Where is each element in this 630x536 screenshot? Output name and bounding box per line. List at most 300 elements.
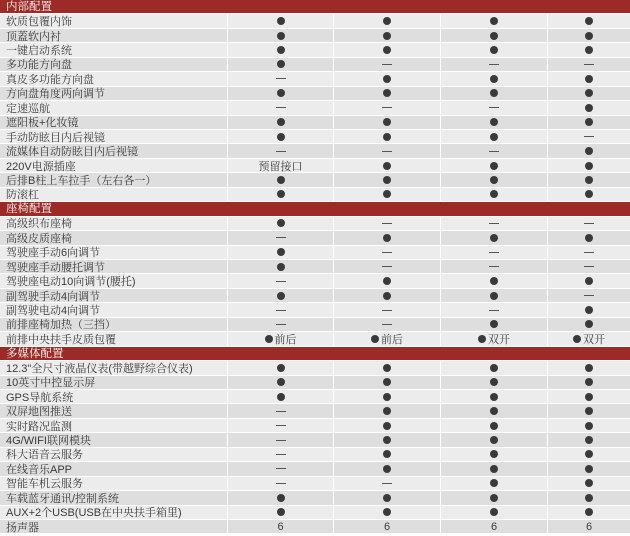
section-title: 内部配置 — [6, 1, 52, 13]
standard-dot-icon — [585, 190, 593, 198]
trim-value-cell — [228, 289, 334, 302]
feature-name: 防滚杠 — [0, 188, 228, 201]
trim-value-cell — [441, 116, 548, 129]
trim-value-cell — [334, 361, 441, 374]
table-row — [0, 274, 630, 288]
feature-name: GPS导航系统 — [0, 390, 228, 403]
trim-value-cell — [334, 448, 441, 461]
not-available-dash-icon — [489, 151, 499, 152]
value-text: 6 — [383, 520, 391, 533]
standard-dot-icon — [490, 118, 498, 126]
table-row — [0, 246, 630, 260]
not-available-dash-icon — [276, 425, 286, 426]
standard-dot-icon — [490, 436, 498, 444]
trim-value-cell — [441, 87, 548, 100]
table-row — [0, 332, 630, 346]
trim-value-cell — [441, 477, 548, 490]
table-row — [0, 361, 630, 375]
standard-dot-icon — [277, 32, 285, 40]
trim-value-cell — [548, 491, 630, 504]
not-available-dash-icon — [489, 252, 499, 253]
standard-dot-icon — [585, 277, 593, 285]
feature-name: 驾驶座手动腰托调节 — [0, 260, 228, 273]
trim-value-cell — [548, 188, 630, 201]
feature-name: 副驾驶电动4向调节 — [0, 303, 228, 316]
trim-value-cell — [334, 188, 441, 201]
not-available-dash-icon — [382, 64, 392, 65]
standard-dot-icon — [383, 32, 391, 40]
standard-dot-icon — [585, 46, 593, 54]
feature-name: 智能车机云服务 — [0, 477, 228, 490]
standard-dot-icon — [585, 176, 593, 184]
table-row — [0, 159, 630, 173]
trim-value-cell — [334, 433, 441, 446]
not-available-dash-icon — [382, 223, 392, 224]
trim-value-cell — [548, 477, 630, 490]
not-available-dash-icon — [276, 151, 286, 152]
standard-dot-icon — [277, 89, 285, 97]
trim-value-cell — [334, 29, 441, 42]
not-available-dash-icon — [382, 151, 392, 152]
table-row — [0, 101, 630, 115]
not-available-dash-icon — [276, 310, 286, 311]
table-row — [0, 217, 630, 231]
not-available-dash-icon — [382, 252, 392, 253]
standard-dot-icon — [490, 75, 498, 83]
standard-dot-icon — [490, 32, 498, 40]
not-available-dash-icon — [489, 310, 499, 311]
standard-dot-icon — [490, 422, 498, 430]
trim-value-cell — [548, 43, 630, 56]
trim-value-cell — [228, 173, 334, 186]
not-available-dash-icon — [584, 223, 594, 224]
standard-dot-icon — [490, 176, 498, 184]
trim-value-cell — [548, 130, 630, 143]
standard-dot-icon — [585, 89, 593, 97]
trim-value-cell — [441, 289, 548, 302]
not-available-dash-icon — [276, 454, 286, 455]
trim-value-cell — [441, 433, 548, 446]
not-available-dash-icon — [489, 223, 499, 224]
trim-value-cell — [548, 376, 630, 389]
trim-value-cell — [548, 87, 630, 100]
standard-dot-icon — [490, 234, 498, 242]
trim-value-cell — [548, 332, 630, 345]
feature-name: 副驾驶手动4向调节 — [0, 289, 228, 302]
standard-dot-icon — [383, 162, 391, 170]
trim-value-cell — [228, 506, 334, 519]
feature-name: 220V电源插座 — [0, 159, 228, 172]
trim-value-cell — [548, 144, 630, 157]
trim-value-cell — [548, 361, 630, 374]
feature-name: 4G/WIFI联网模块 — [0, 433, 228, 446]
standard-dot-icon — [383, 465, 391, 473]
standard-dot-icon — [277, 378, 285, 386]
feature-name: 10英寸中控显示屏 — [0, 376, 228, 389]
standard-dot-icon — [585, 494, 593, 502]
trim-value-cell — [334, 462, 441, 475]
not-available-dash-icon — [382, 266, 392, 267]
feature-name: 软质包覆内饰 — [0, 14, 228, 27]
standard-dot-icon — [585, 393, 593, 401]
trim-value-cell — [228, 101, 334, 114]
standard-dot-icon — [490, 364, 498, 372]
standard-dot-icon — [490, 320, 498, 328]
standard-dot-icon — [383, 450, 391, 458]
not-available-dash-icon — [584, 64, 594, 65]
not-available-dash-icon — [276, 324, 286, 325]
not-available-dash-icon — [276, 411, 286, 412]
trim-value-cell — [548, 462, 630, 475]
table-row — [0, 520, 630, 534]
not-available-dash-icon — [276, 78, 286, 79]
standard-dot-icon — [277, 60, 285, 68]
feature-name: AUX+2个USB(USB在中央扶手箱里) — [0, 506, 228, 519]
feature-name: 实时路况监测 — [0, 419, 228, 432]
trim-value-cell — [334, 43, 441, 56]
standard-dot-icon — [383, 89, 391, 97]
standard-dot-icon — [277, 508, 285, 516]
trim-value-cell — [441, 506, 548, 519]
trim-value-cell — [548, 217, 630, 230]
table-row — [0, 43, 630, 57]
standard-dot-icon — [383, 292, 391, 300]
table-row — [0, 58, 630, 72]
trim-value-cell — [548, 419, 630, 432]
trim-value-cell — [228, 390, 334, 403]
trim-value-cell — [548, 520, 630, 533]
trim-value-cell — [548, 246, 630, 259]
standard-dot-icon — [573, 335, 581, 343]
trim-value-cell — [334, 14, 441, 27]
feature-name: 科大语音云服务 — [0, 448, 228, 461]
standard-dot-icon — [383, 378, 391, 386]
trim-value-cell — [441, 462, 548, 475]
standard-dot-icon — [383, 234, 391, 242]
standard-dot-icon — [383, 436, 391, 444]
table-row — [0, 260, 630, 274]
trim-value-cell — [334, 246, 441, 259]
standard-dot-icon — [478, 335, 486, 343]
trim-value-cell — [228, 260, 334, 273]
trim-value-cell — [228, 58, 334, 71]
standard-dot-icon — [383, 75, 391, 83]
trim-value-cell — [228, 433, 334, 446]
standard-dot-icon — [585, 450, 593, 458]
standard-dot-icon — [277, 364, 285, 372]
trim-value-cell — [228, 404, 334, 417]
standard-dot-icon — [383, 190, 391, 198]
standard-dot-icon — [383, 176, 391, 184]
standard-dot-icon — [585, 75, 593, 83]
standard-dot-icon — [585, 407, 593, 415]
trim-value-cell — [228, 520, 334, 533]
option-label: 双开 — [583, 333, 605, 346]
trim-value-cell — [334, 72, 441, 85]
standard-dot-icon — [490, 465, 498, 473]
standard-dot-icon — [585, 234, 593, 242]
standard-dot-icon — [585, 479, 593, 487]
trim-value-cell — [441, 390, 548, 403]
feature-name: 前排中央扶手皮质包覆 — [0, 332, 228, 345]
standard-dot-icon — [265, 335, 273, 343]
table-row — [0, 303, 630, 317]
trim-value-cell — [228, 29, 334, 42]
standard-dot-icon — [585, 436, 593, 444]
table-row — [0, 72, 630, 86]
trim-value-cell — [228, 448, 334, 461]
trim-value-cell — [228, 361, 334, 374]
table-row — [0, 14, 630, 28]
trim-value-cell — [441, 159, 548, 172]
feature-name: 手动防眩目内后视镜 — [0, 130, 228, 143]
trim-value-cell — [548, 14, 630, 27]
table-row — [0, 404, 630, 418]
standard-dot-icon — [585, 17, 593, 25]
trim-value-cell — [441, 274, 548, 287]
standard-dot-icon — [383, 508, 391, 516]
trim-value-cell — [334, 58, 441, 71]
standard-dot-icon — [490, 393, 498, 401]
trim-value-cell — [441, 260, 548, 273]
feature-name: 一键启动系统 — [0, 43, 228, 56]
not-available-dash-icon — [584, 136, 594, 137]
trim-value-cell — [441, 43, 548, 56]
trim-value-cell — [441, 448, 548, 461]
feature-name: 双屏地图推送 — [0, 404, 228, 417]
feature-name: 流媒体自动防眩目内后视镜 — [0, 144, 228, 157]
trim-value-cell — [441, 101, 548, 114]
standard-dot-icon — [585, 378, 593, 386]
trim-value-cell — [441, 173, 548, 186]
trim-value-cell — [441, 144, 548, 157]
trim-value-cell — [441, 58, 548, 71]
standard-dot-icon — [277, 263, 285, 271]
standard-dot-icon — [585, 508, 593, 516]
standard-dot-icon — [277, 219, 285, 227]
trim-value-cell — [441, 72, 548, 85]
trim-value-cell — [334, 289, 441, 302]
standard-dot-icon — [277, 292, 285, 300]
trim-value-cell — [548, 58, 630, 71]
value-text: 6 — [277, 520, 284, 533]
table-row — [0, 376, 630, 390]
trim-value-cell — [548, 390, 630, 403]
standard-dot-icon — [490, 46, 498, 54]
trim-value-cell — [228, 274, 334, 287]
standard-dot-icon — [490, 508, 498, 516]
table-row — [0, 462, 630, 476]
feature-name: 高级皮质座椅 — [0, 231, 228, 244]
value-text: 6 — [490, 520, 498, 533]
not-available-dash-icon — [276, 468, 286, 469]
trim-value-cell — [334, 318, 441, 331]
table-row — [0, 491, 630, 505]
standard-dot-icon — [277, 118, 285, 126]
not-available-dash-icon — [276, 281, 286, 282]
standard-dot-icon — [585, 147, 593, 155]
standard-dot-icon — [490, 190, 498, 198]
trim-value-cell — [334, 130, 441, 143]
table-row — [0, 29, 630, 43]
trim-value-cell — [334, 404, 441, 417]
standard-dot-icon — [277, 393, 285, 401]
standard-dot-icon — [585, 32, 593, 40]
standard-dot-icon — [490, 292, 498, 300]
trim-value-cell — [548, 404, 630, 417]
standard-dot-icon — [383, 118, 391, 126]
trim-value-cell — [441, 404, 548, 417]
standard-dot-icon — [585, 118, 593, 126]
trim-value-cell — [334, 116, 441, 129]
trim-value-cell — [228, 332, 334, 345]
trim-value-cell — [228, 159, 334, 172]
not-available-dash-icon — [276, 107, 286, 108]
trim-value-cell — [548, 260, 630, 273]
trim-value-cell — [334, 159, 441, 172]
standard-dot-icon — [490, 162, 498, 170]
not-available-dash-icon — [489, 107, 499, 108]
trim-value-cell — [441, 419, 548, 432]
feature-name: 高级织布座椅 — [0, 217, 228, 230]
trim-value-cell — [548, 506, 630, 519]
standard-dot-icon — [383, 422, 391, 430]
section-header — [0, 347, 630, 361]
trim-value-cell — [441, 318, 548, 331]
standard-dot-icon — [383, 364, 391, 372]
option-label: 前后 — [274, 333, 297, 346]
trim-value-cell — [548, 318, 630, 331]
trim-value-cell — [228, 144, 334, 157]
trim-value-cell — [334, 419, 441, 432]
table-row — [0, 231, 630, 245]
trim-value-cell — [334, 87, 441, 100]
standard-dot-icon — [277, 17, 285, 25]
standard-dot-icon — [383, 17, 391, 25]
not-available-dash-icon — [584, 252, 594, 253]
trim-value-cell — [334, 231, 441, 244]
feature-name: 方向盘角度两向调节 — [0, 87, 228, 100]
trim-value-cell — [228, 477, 334, 490]
value-text: 6 — [585, 520, 593, 533]
standard-dot-icon — [490, 479, 498, 487]
trim-value-cell — [228, 231, 334, 244]
standard-dot-icon — [383, 277, 391, 285]
table-row — [0, 130, 630, 144]
table-row — [0, 506, 630, 520]
standard-dot-icon — [490, 378, 498, 386]
trim-value-cell — [334, 144, 441, 157]
standard-dot-icon — [277, 176, 285, 184]
trim-value-cell — [548, 101, 630, 114]
trim-value-cell — [334, 390, 441, 403]
not-available-dash-icon — [489, 266, 499, 267]
not-available-dash-icon — [382, 324, 392, 325]
feature-name: 后排B柱上车拉手（左右各一） — [0, 173, 228, 186]
trim-value-cell — [334, 303, 441, 316]
trim-value-cell — [334, 376, 441, 389]
trim-value-cell — [334, 173, 441, 186]
feature-name: 在线音乐APP — [0, 462, 228, 475]
trim-value-cell — [441, 130, 548, 143]
table-row — [0, 116, 630, 130]
trim-value-cell — [548, 289, 630, 302]
section-title: 多媒体配置 — [6, 347, 64, 360]
trim-value-cell — [228, 419, 334, 432]
standard-dot-icon — [383, 393, 391, 401]
feature-name: 遮阳板+化妆镜 — [0, 116, 228, 129]
trim-value-cell — [441, 246, 548, 259]
trim-value-cell — [228, 491, 334, 504]
table-row — [0, 390, 630, 404]
standard-dot-icon — [585, 306, 593, 314]
trim-value-cell — [334, 332, 441, 345]
trim-value-cell — [334, 520, 441, 533]
trim-value-cell — [228, 188, 334, 201]
trim-value-cell — [441, 491, 548, 504]
feature-name: 前排座椅加热（三挡） — [0, 318, 228, 331]
trim-value-cell — [228, 14, 334, 27]
feature-name: 顶蓋软内衬 — [0, 29, 228, 42]
standard-dot-icon — [585, 162, 593, 170]
trim-value-cell — [441, 376, 548, 389]
trim-value-cell — [228, 376, 334, 389]
standard-dot-icon — [383, 494, 391, 502]
standard-dot-icon — [585, 320, 593, 328]
not-available-dash-icon — [584, 295, 594, 296]
trim-value-cell — [334, 274, 441, 287]
standard-dot-icon — [490, 494, 498, 502]
trim-value-cell — [441, 188, 548, 201]
trim-value-cell — [228, 246, 334, 259]
standard-dot-icon — [490, 450, 498, 458]
table-row — [0, 448, 630, 462]
not-available-dash-icon — [276, 440, 286, 441]
table-row — [0, 419, 630, 433]
standard-dot-icon — [585, 364, 593, 372]
trim-value-cell — [548, 29, 630, 42]
standard-dot-icon — [383, 407, 391, 415]
not-available-dash-icon — [584, 266, 594, 267]
trim-value-cell — [548, 303, 630, 316]
standard-dot-icon — [383, 46, 391, 54]
standard-dot-icon — [490, 407, 498, 415]
trim-value-cell — [548, 448, 630, 461]
standard-dot-icon — [277, 248, 285, 256]
feature-name: 多功能方向盘 — [0, 58, 228, 71]
section-header — [0, 202, 630, 216]
feature-name: 真皮多功能方向盘 — [0, 72, 228, 85]
not-available-dash-icon — [382, 483, 392, 484]
standard-dot-icon — [490, 277, 498, 285]
standard-dot-icon — [490, 133, 498, 141]
trim-value-cell — [441, 520, 548, 533]
trim-value-cell — [228, 318, 334, 331]
trim-value-cell — [441, 231, 548, 244]
standard-dot-icon — [371, 335, 379, 343]
trim-value-cell — [228, 43, 334, 56]
table-row — [0, 318, 630, 332]
trim-value-cell — [334, 477, 441, 490]
table-row — [0, 188, 630, 202]
trim-value-cell — [228, 72, 334, 85]
feature-name: 定速巡航 — [0, 101, 228, 114]
feature-name: 驾驶座手动6向调节 — [0, 246, 228, 259]
trim-value-cell — [228, 87, 334, 100]
standard-dot-icon — [277, 46, 285, 54]
option-label: 双开 — [488, 333, 510, 346]
trim-value-cell — [548, 159, 630, 172]
